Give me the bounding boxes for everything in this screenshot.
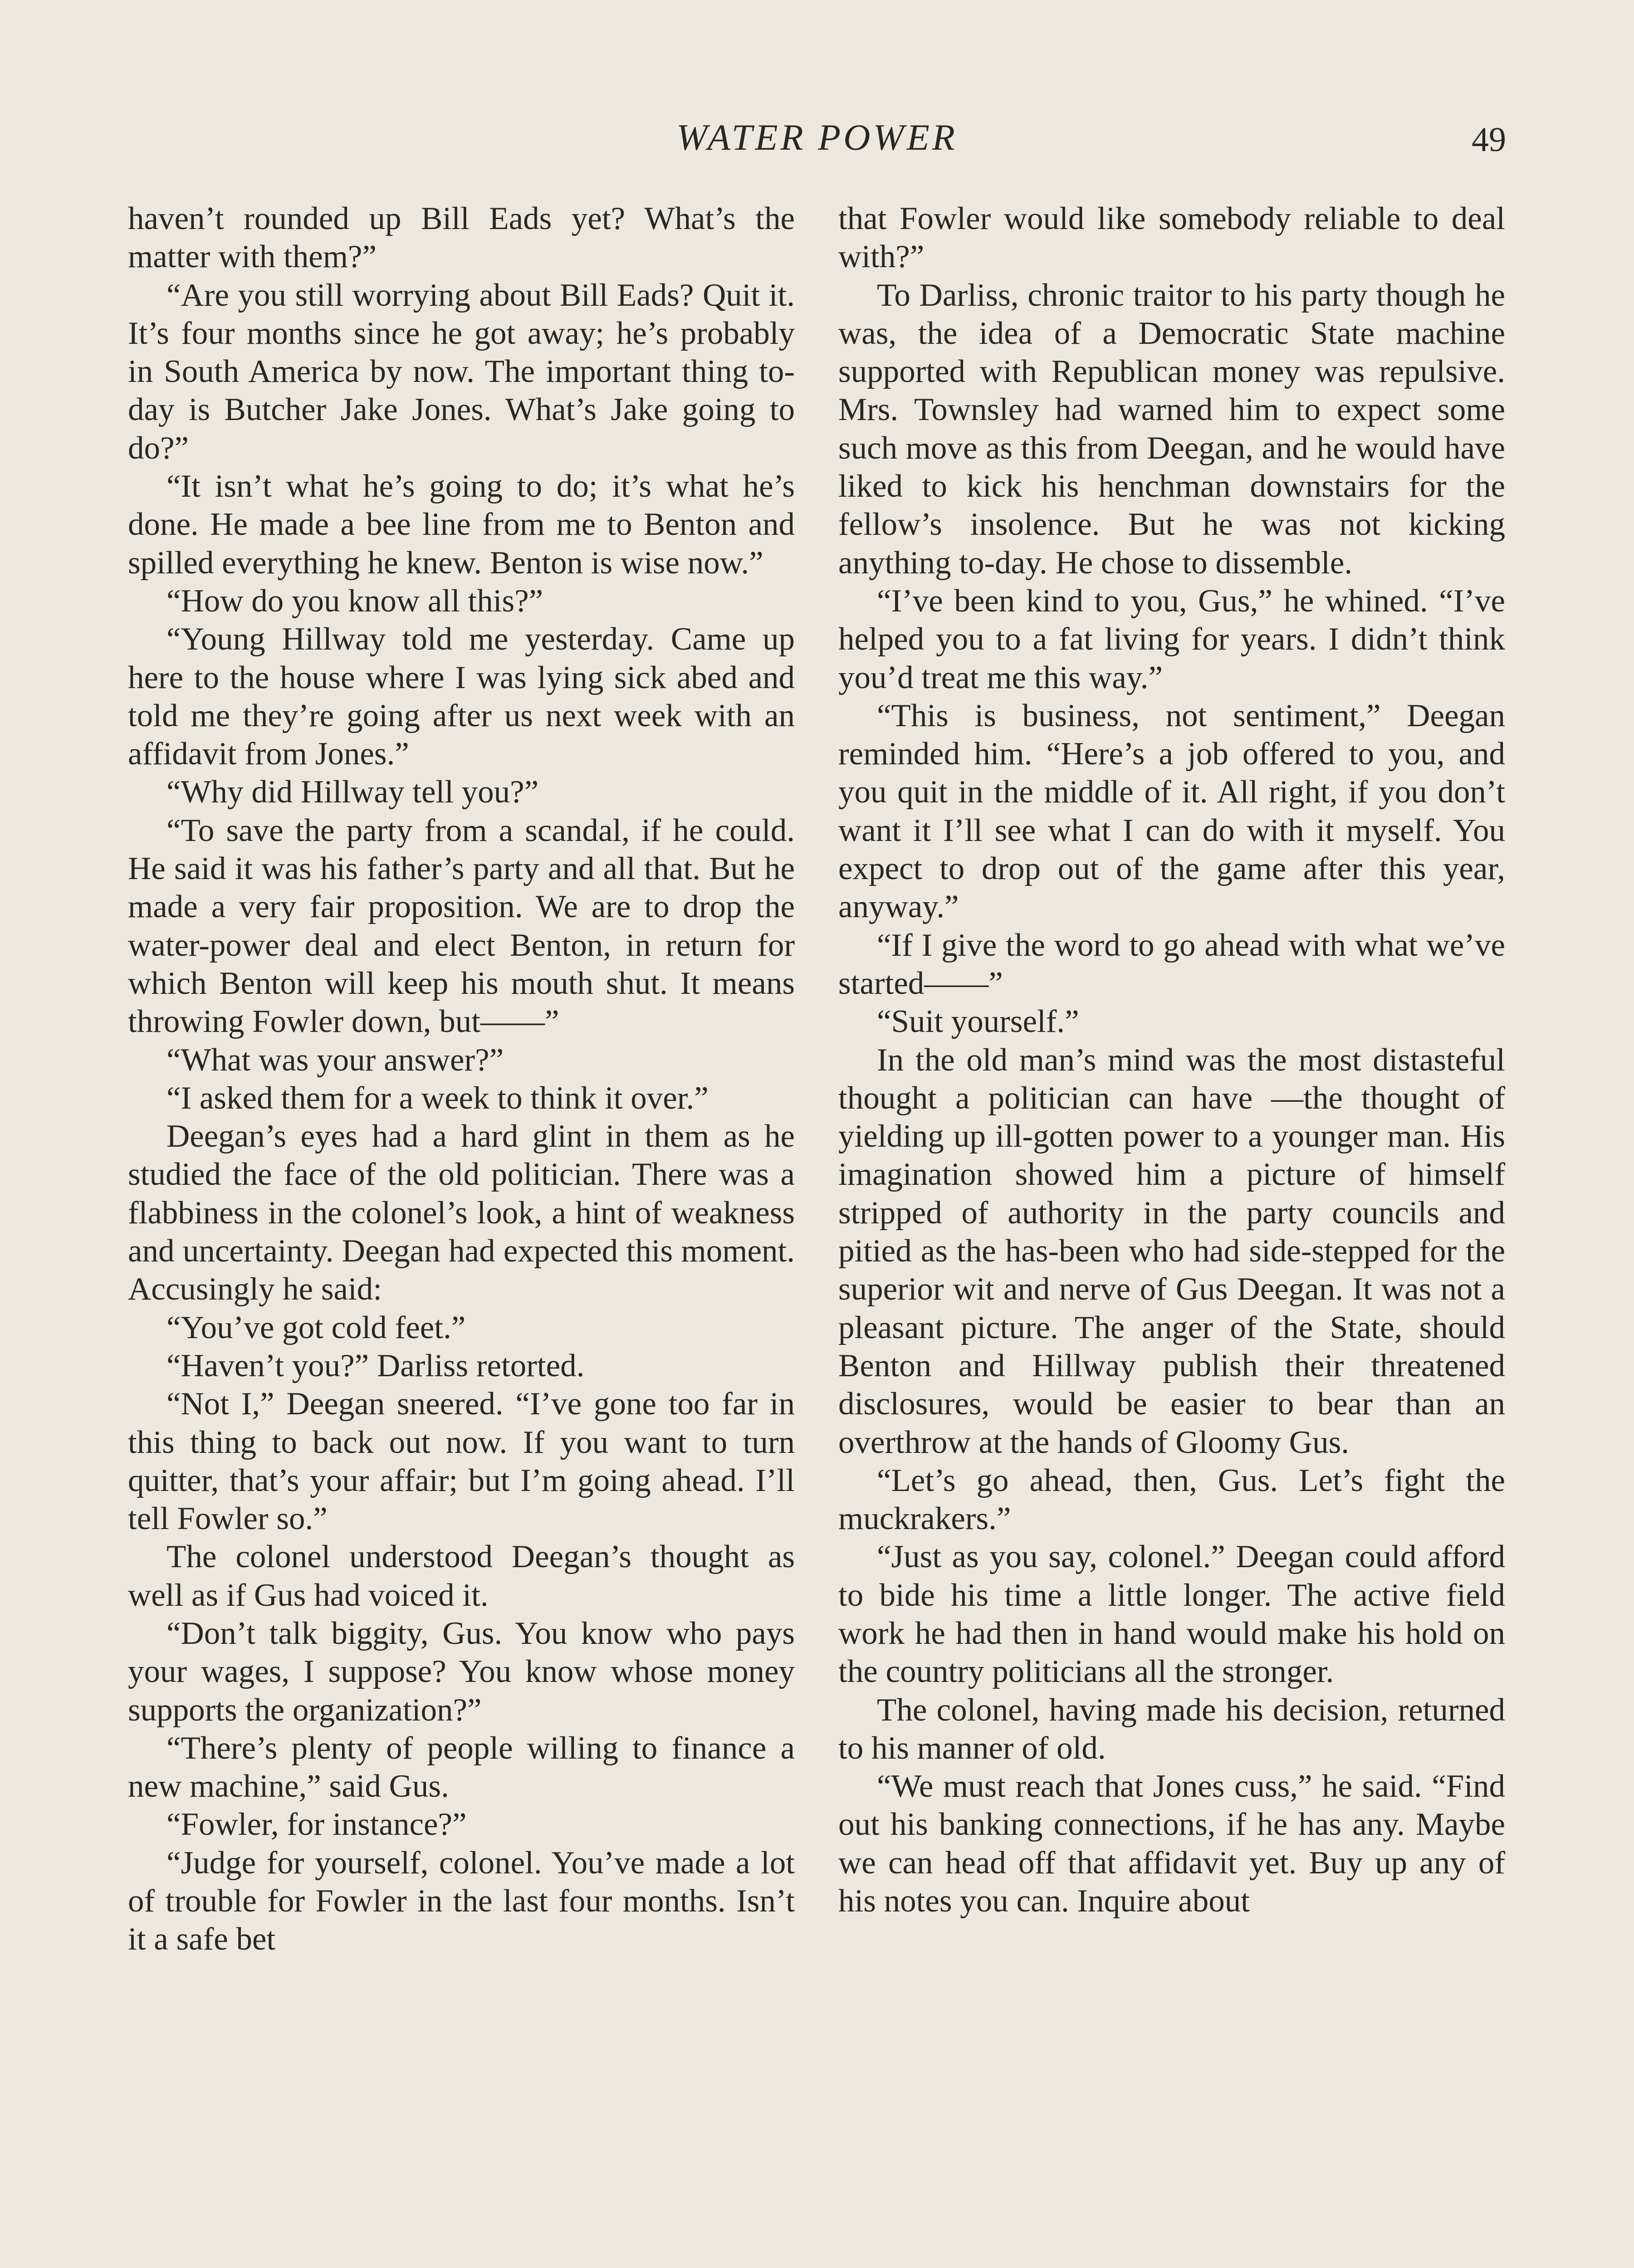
paragraph: “If I give the word to go ahead with what we’ve started——” [838, 927, 1505, 1001]
paragraph: “Judge for yourself, colonel. You’ve made a lot of trouble for Fowler in the last four months. Isn’t it a safe bet [128, 1845, 795, 1957]
paragraph: “Young Hillway told me yesterday. Came up here to the house where I was lying sick abed and told me they’re going after us next week with an affidavit from Jones.” [128, 621, 795, 772]
left-column [128, 200, 795, 1959]
paragraph: “It isn’t what he’s going to do; it’s what he’s done. He made a bee line from me to Benton and spilled everything he knew. Benton is wise now.” [128, 469, 795, 581]
paragraph: “There’s plenty of people willing to finance a new machine,” said Gus. [128, 1730, 795, 1804]
paragraph: In the old man’s mind was the most distasteful thought a politician can have —the thought of yielding up ill-gotten power to a younger man. His imagination showed him a picture of himself stripped of authority in the party councils and pitied as the has-been who had side-stepped for the superior wit and nerve of Gus Deegan. It was not a pleasant picture. The anger of the State, should Benton and Hillway publish their threatened disclosures, would be easier to bear than an overthrow at the hands of Gloomy Gus. [838, 1042, 1505, 1460]
paragraph: “How do you know all this?” [166, 583, 543, 619]
paragraph: The colonel, having made his decision, returned to his manner of old. [838, 1692, 1505, 1766]
page-number: 49 [1472, 121, 1506, 159]
paragraph: that Fowler would like somebody reliable to deal with?” [838, 201, 1505, 275]
paragraph: “Not I,” Deegan sneered. “I’ve gone too far in this thing to back out now. If you want to turn quitter, that’s your affair; but I’m going ahead. I’ll tell Fowler so.” [128, 1386, 795, 1537]
running-head: WATER POWER [676, 117, 958, 158]
paragraph: “Why did Hillway tell you?” [166, 774, 539, 810]
paragraph: “Don’t talk biggity, Gus. You know who pays your wages, I suppose? You know whose money supports the organization?” [128, 1615, 795, 1728]
paragraph: “I asked them for a week to think it over.” [166, 1080, 709, 1116]
paragraph: “What was your answer?” [166, 1042, 504, 1078]
paragraph: “To save the party from a scandal, if he could. He said it was his father’s party and all that. But he made a very fair proposition. We are to drop the water-power deal and elect Benton, in return for which Benton will keep his mouth shut. It means throwing Fowler down, but——” [128, 812, 795, 1040]
paragraph: “Are you still worrying about Bill Eads? Quit it. It’s four months since he got away; he’s probably in South America by now. The important thing to-day is Butcher Jake Jones. What’s Jake going to do?” [128, 277, 795, 466]
paragraph: “Let’s go ahead, then, Gus. Let’s fight the muckrakers.” [838, 1462, 1505, 1537]
paragraph: “Haven’t you?” Darliss retorted. [166, 1348, 585, 1383]
paragraph: “We must reach that Jones cuss,” he said. “Find out his banking connections, if he has any. Maybe we can head off that affidavit yet. Buy up any of his notes you can. Inquire about [838, 1769, 1505, 1919]
paragraph: “I’ve been kind to you, Gus,” he whined. “I’ve helped you to a fat living for years. I didn’t think you’d treat me this way.” [838, 583, 1505, 695]
paragraph: “You’ve got cold feet.” [166, 1310, 466, 1345]
paragraph: “This is business, not sentiment,” Deegan reminded him. “Here’s a job offered to you, and you quit in the middle of it. All right, if you don’t want it I’ll see what I can do with it myself. You expect to drop out of the game after this year, anyway.” [838, 698, 1505, 925]
paragraph: The colonel understood Deegan’s thought as well as if Gus had voiced it. [128, 1539, 795, 1613]
paragraph: “Fowler, for instance?” [166, 1807, 467, 1843]
paragraph: To Darliss, chronic traitor to his party though he was, the idea of a Democratic State machine supported with Republican money was repulsive. Mrs. Townsley had warned him to expect some such move as this from Deegan, and he would have liked to kick his henchman downstairs for the fellow’s insolence. But he was not kicking anything to-day. He chose to dissemble. [838, 277, 1505, 581]
paragraph: “Suit yourself.” [877, 1004, 1079, 1040]
paragraph: “Just as you say, colonel.” Deegan could afford to bide his time a little longer. The active field work he had then in hand would make his hold on the country politicians all the stronger. [838, 1539, 1505, 1690]
paragraph: haven’t rounded up Bill Eads yet? What’s the matter with them?” [128, 201, 795, 275]
right-column [838, 200, 1505, 1920]
paragraph: Deegan’s eyes had a hard glint in them as he studied the face of the old politician. There was a flabbiness in the colonel’s look, a hint of weakness and uncertainty. Deegan had expected this moment. Accusingly he said: [128, 1119, 795, 1307]
